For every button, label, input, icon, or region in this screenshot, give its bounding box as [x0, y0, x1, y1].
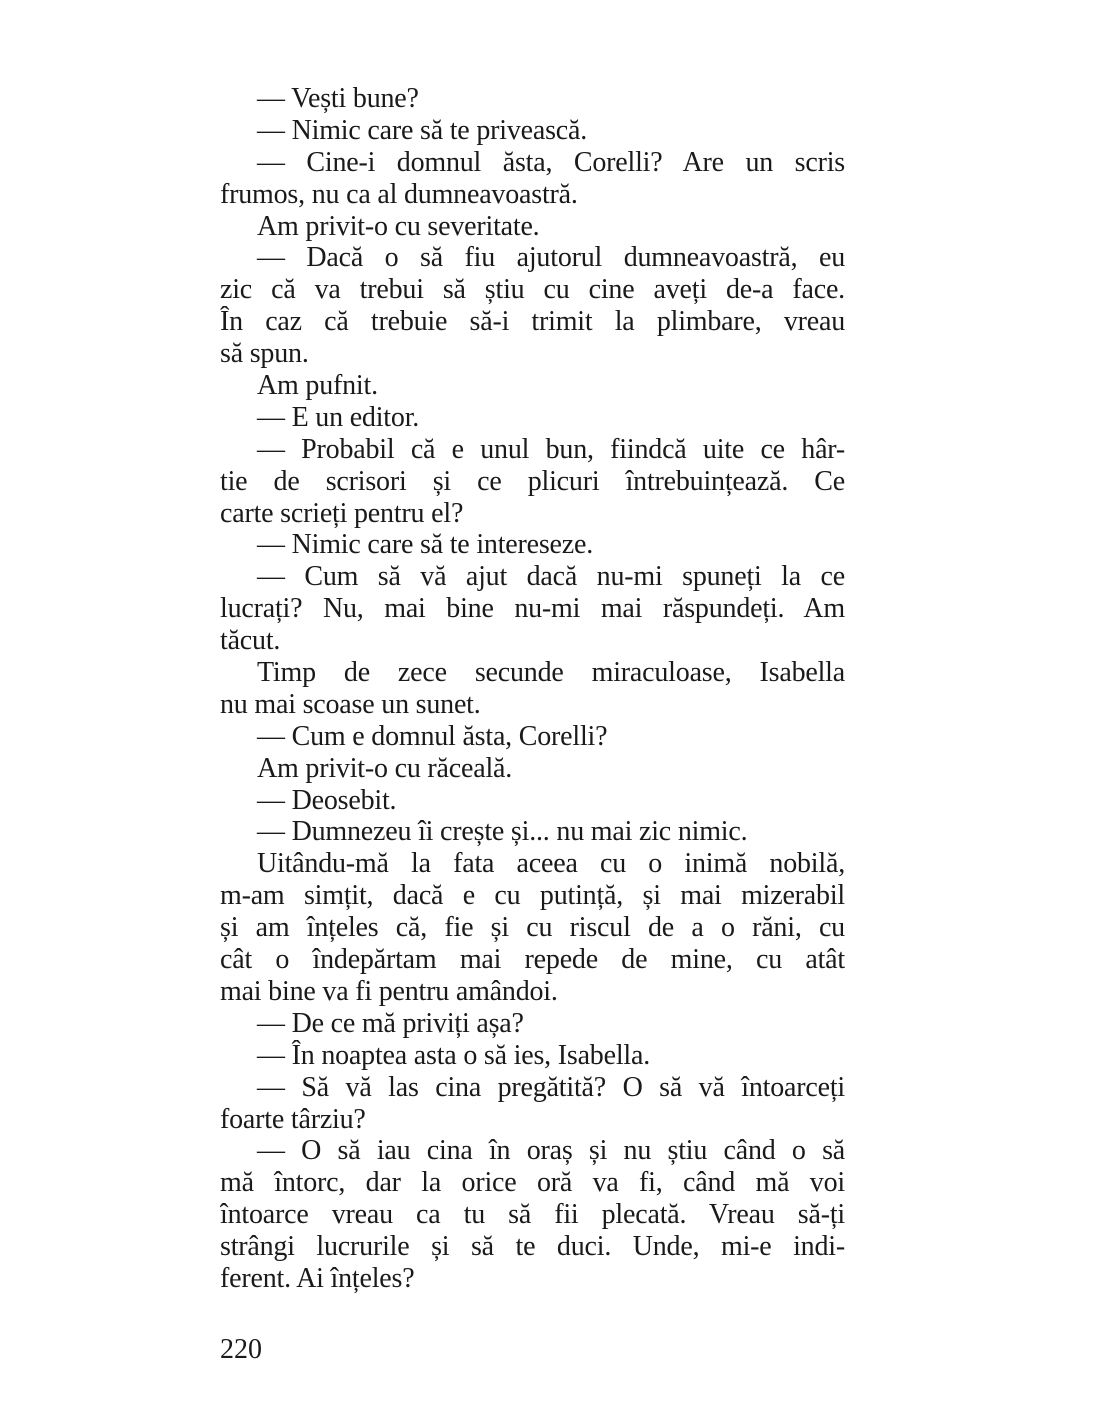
text-line: foarte târziu? — [220, 1103, 366, 1135]
text-line: cât o îndepărtam mai repede de mine, cu atât — [220, 944, 845, 976]
paragraph — [220, 1072, 845, 1136]
paragraph — [220, 211, 845, 243]
paragraph — [220, 753, 845, 785]
text-line: — De ce mă priviți așa? — [257, 1007, 524, 1039]
paragraph — [220, 1135, 845, 1294]
paragraph — [220, 370, 845, 402]
paragraph — [220, 83, 845, 115]
text-line: — E un editor. — [257, 401, 420, 433]
text-line: — Cum să vă ajut dacă nu-mi spuneți la ce — [257, 561, 845, 593]
text-line: — În noaptea asta o să ies, Isabella. — [257, 1039, 651, 1071]
text-line: — Cum e domnul ăsta, Corelli? — [257, 720, 608, 752]
paragraph — [220, 816, 845, 848]
text-line: Uitându-mă la fata aceea cu o inimă nobilă, — [257, 848, 845, 880]
text-line: — Să vă las cina pregătită? O să vă întoarceți — [257, 1071, 845, 1103]
text-line: zic că va trebui să știu cu cine aveți de-a face. — [220, 274, 845, 306]
text-line: nu mai scoase un sunet. — [220, 688, 481, 720]
text-line: — Nimic care să te intereseze. — [257, 529, 594, 561]
text-line: Am privit-o cu severitate. — [257, 210, 540, 242]
text-line: — Dumnezeu îi crește și... nu mai zic nimic. — [257, 816, 748, 848]
text-line: întoarce vreau ca tu să fii plecată. Vreau să-ți — [220, 1199, 845, 1231]
text-line: să spun. — [220, 338, 309, 370]
paragraph — [220, 402, 845, 434]
text-line: — Cine-i domnul ăsta, Corelli? Are un scris — [257, 146, 845, 178]
text-line: — Deosebit. — [257, 784, 397, 816]
text-line: În caz că trebuie să-i trimit la plimbare, vreau — [220, 306, 845, 338]
text-line: — Vești bune? — [257, 83, 419, 114]
text-line: Am pufnit. — [257, 370, 378, 402]
paragraph — [220, 434, 845, 530]
paragraph — [220, 529, 845, 561]
text-line: — Probabil că e unul bun, fiindcă uite ce hâr- — [257, 433, 845, 465]
paragraph — [220, 561, 845, 657]
text-line: tăcut. — [220, 625, 281, 657]
paragraph — [220, 848, 845, 1007]
text-line: — Dacă o să fiu ajutorul dumneavoastră, eu — [257, 242, 845, 274]
text-line: tie de scrisori și ce plicuri întrebuințează. Ce — [220, 465, 845, 497]
text-line: și am înțeles că, fie și cu riscul de a o răni, cu — [220, 912, 845, 944]
text-line: Timp de zece secunde miraculoase, Isabella — [257, 657, 845, 689]
paragraph — [220, 657, 845, 721]
text-line: — O să iau cina în oraș și nu știu când o să — [257, 1135, 845, 1167]
text-line: mai bine va fi pentru amândoi. — [220, 975, 558, 1007]
text-line: strângi lucrurile și să te duci. Unde, mi-e indi- — [220, 1231, 845, 1263]
text-line: ferent. Ai înțeles? — [220, 1262, 415, 1294]
paragraph — [220, 785, 845, 817]
paragraph — [220, 1008, 845, 1040]
text-line: frumos, nu ca al dumneavoastră. — [220, 178, 578, 210]
paragraph — [220, 721, 845, 753]
page-number: 220 — [220, 1334, 262, 1365]
text-line: mă întorc, dar la orice oră va fi, când mă voi — [220, 1167, 845, 1199]
text-line: m-am simțit, dacă e cu putință, și mai mizerabil — [220, 880, 845, 912]
text-line: Am privit-o cu răceală. — [257, 752, 513, 784]
paragraph — [220, 147, 845, 211]
paragraph — [220, 1040, 845, 1072]
text-line: lucrați? Nu, mai bine nu-mi mai răspundeți. Am — [220, 593, 845, 625]
paragraph — [220, 242, 845, 370]
paragraph — [220, 115, 845, 147]
text-line: carte scrieți pentru el? — [220, 497, 464, 529]
page-text — [220, 83, 845, 1295]
text-line: — Nimic care să te privească. — [257, 114, 588, 146]
